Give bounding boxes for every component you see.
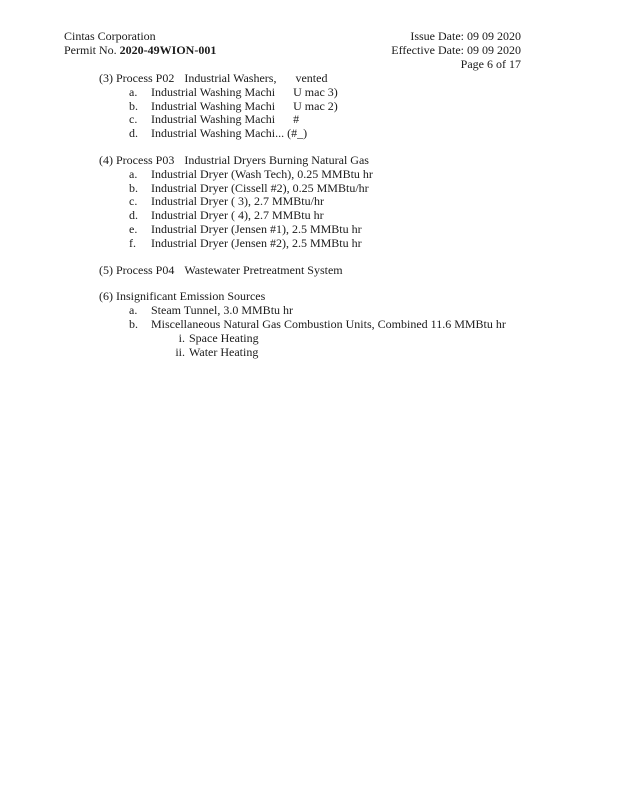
section-process-p04 (99, 264, 559, 278)
list-item (99, 318, 559, 332)
section-number: (5) Process P04 (99, 262, 175, 277)
item-marker: a. (129, 303, 138, 318)
list-item (99, 182, 559, 196)
item-text: Industrial Dryer (Jensen #2), 2.5 MMBtu hr (151, 235, 362, 250)
item-text: Industrial Dryer ( 4), 2.7 MMBtu hr (151, 208, 324, 223)
list-item (99, 100, 559, 114)
item-marker: f. (129, 235, 136, 250)
item-marker: c. (129, 112, 138, 127)
effective-date: Effective Date: 09 09 2020 (391, 43, 521, 57)
section-heading: Industrial Dryers Burning Natural Gas (184, 152, 369, 167)
list-item (99, 209, 559, 223)
section-number: (3) Process P02 (99, 71, 175, 85)
item-marker: d. (129, 208, 138, 223)
item-text-tail: (#_) (287, 126, 308, 141)
list-item (99, 168, 559, 182)
section-title (99, 72, 559, 86)
section-title (99, 154, 559, 168)
item-marker: c. (129, 194, 138, 209)
item-marker: b. (129, 98, 138, 113)
item-text-tail: # (293, 112, 300, 127)
section-title (99, 264, 559, 278)
item-marker: a. (129, 84, 138, 99)
permit-label: Permit No. (64, 43, 120, 57)
item-text: Industrial Washing Machi (151, 112, 276, 127)
section-process-p03 (99, 154, 559, 251)
process-list (99, 72, 559, 372)
item-text: Industrial Dryer (Wash Tech), 0.25 MMBtu hr (151, 166, 373, 181)
issue-date: Issue Date: 09 09 2020 (410, 29, 521, 43)
section-heading-tail: vented (295, 71, 328, 85)
list-item (99, 223, 559, 237)
list-item: d. Industrial Washing Machi... (#_) (129, 126, 308, 141)
section-insignificant-sources (99, 290, 559, 359)
item-marker: b. (129, 316, 138, 331)
permit-line (64, 43, 216, 57)
subitem-marker: i. (178, 330, 185, 345)
item-marker: d. (129, 126, 138, 141)
item-text: Industrial Washing Machi (151, 126, 276, 141)
subitem-marker: ii. (175, 344, 185, 359)
item-text-tail: U mac 3) (293, 84, 338, 99)
section-process-p02 (99, 72, 559, 141)
sub-list-item (99, 346, 559, 360)
item-text: Industrial Dryer (Jensen #1), 2.5 MMBtu hr (151, 221, 362, 236)
list-item (99, 113, 559, 127)
list-item (99, 86, 559, 100)
item-marker: e. (129, 221, 138, 236)
section-title (99, 290, 559, 304)
item-text: Industrial Washing Machi (151, 98, 276, 113)
item-text: Industrial Washing Machi (151, 84, 276, 99)
section-heading: Wastewater Pretreatment System (184, 262, 343, 277)
item-text-tail: U mac 2) (293, 98, 338, 113)
item-text: Steam Tunnel, 3.0 MMBtu hr (151, 303, 294, 318)
list-item (99, 237, 559, 251)
section-number: (6) Insignificant Emission Sources (99, 289, 266, 304)
company-name: Cintas Corporation (64, 29, 156, 43)
section-heading: Industrial Washers, (184, 71, 280, 85)
item-text: Industrial Dryer (Cissell #2), 0.25 MMBtu/hr (151, 180, 369, 195)
list-item (99, 195, 559, 209)
sub-list-item (99, 332, 559, 346)
header-left (64, 29, 216, 57)
item-text: Industrial Dryer ( 3), 2.7 MMBtu/hr (151, 194, 324, 209)
subitem-text: Water Heating (189, 344, 259, 359)
header-right (391, 29, 521, 71)
item-marker: a. (129, 166, 138, 181)
section-number: (4) Process P03 (99, 152, 175, 167)
page-number: Page 6 of 17 (460, 57, 521, 71)
item-text: Miscellaneous Natural Gas Combustion Units, Combined 11.6 MMBtu hr (151, 316, 506, 331)
permit-number: 2020-49WION-001 (119, 43, 217, 57)
subitem-text: Space Heating (189, 330, 259, 345)
list-item (99, 304, 559, 318)
item-marker: b. (129, 180, 138, 195)
